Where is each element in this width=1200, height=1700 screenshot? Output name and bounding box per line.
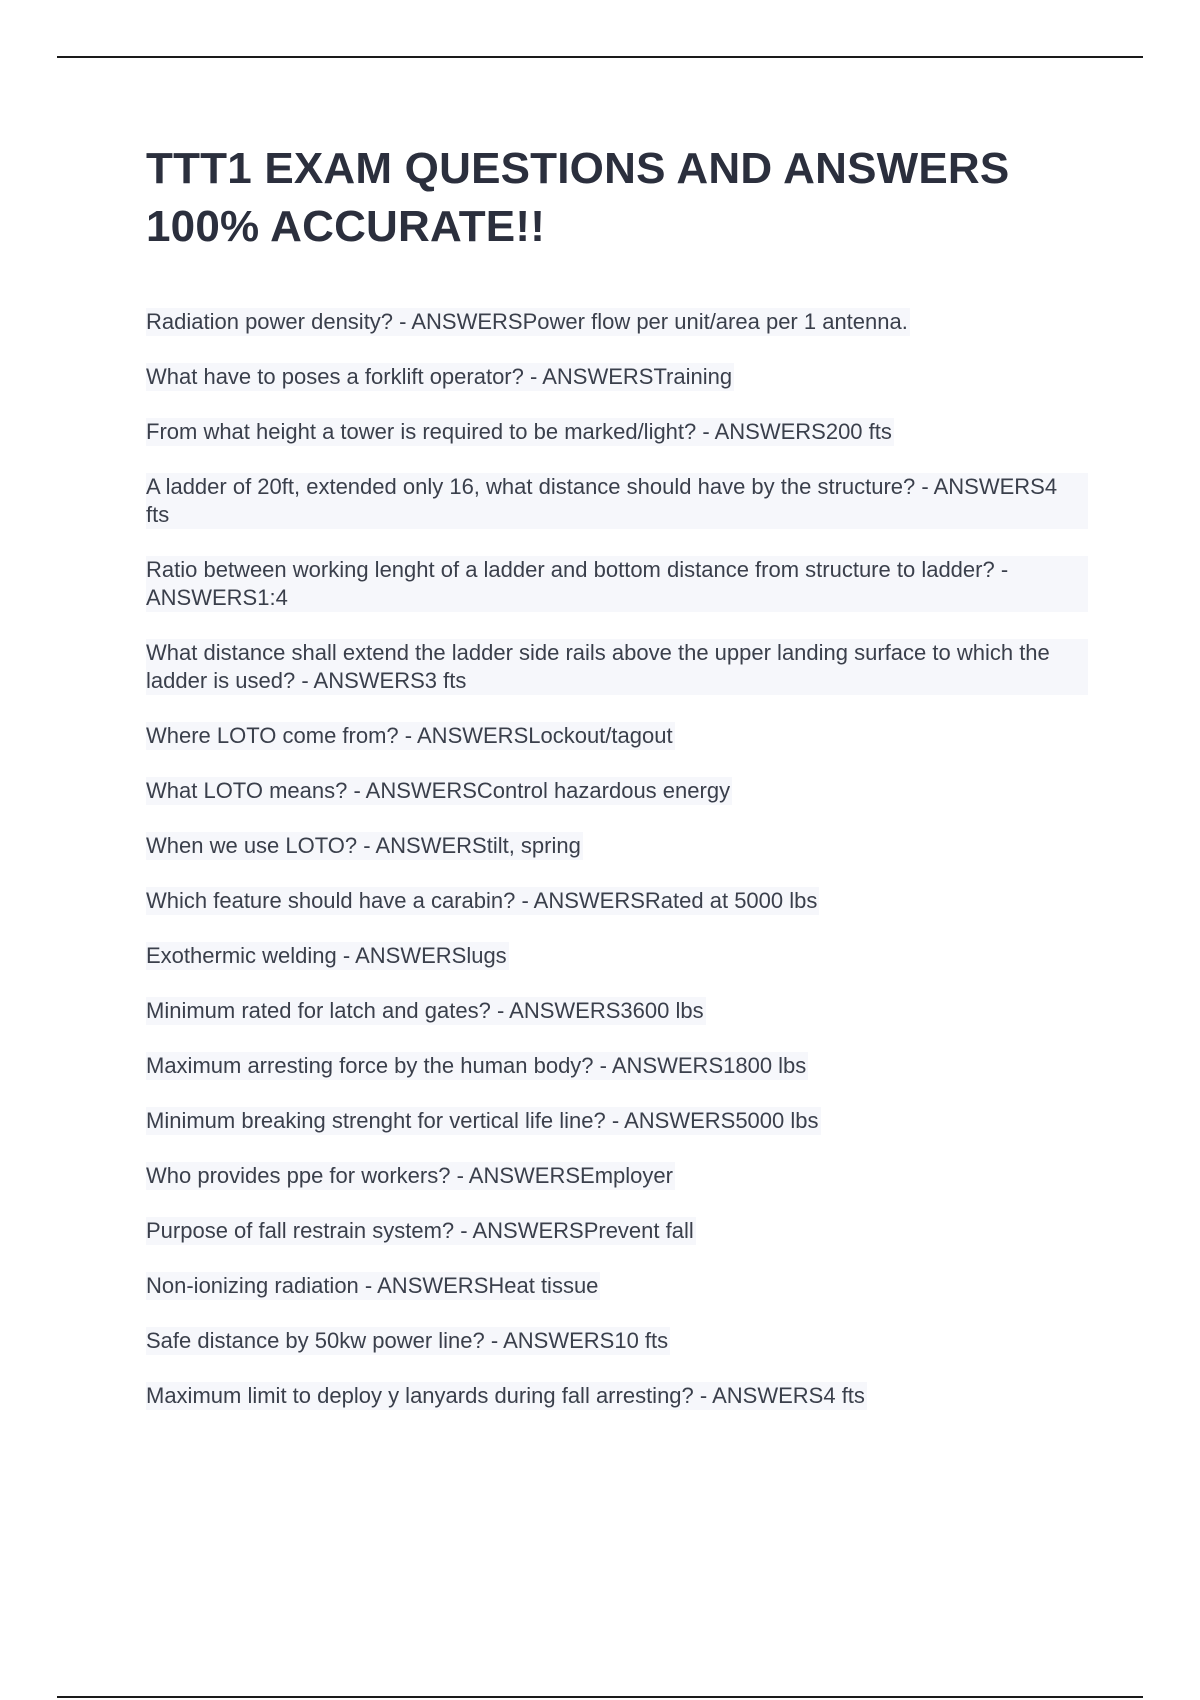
qa-list — [146, 308, 1096, 1437]
qa-item: Minimum rated for latch and gates? - ANSWERS3600 lbs — [146, 998, 704, 1023]
qa-item: Where LOTO come from? - ANSWERSLockout/tagout — [146, 723, 673, 748]
document-body — [146, 140, 1096, 1437]
qa-item: What have to poses a forklift operator? - ANSWERSTraining — [146, 364, 733, 389]
qa-item: From what height a tower is required to be marked/light? - ANSWERS200 fts — [146, 419, 892, 444]
top-rule — [57, 56, 1143, 58]
qa-item: Exothermic welding - ANSWERSlugs — [146, 943, 507, 968]
qa-item: Purpose of fall restrain system? - ANSWERSPrevent fall — [146, 1218, 694, 1243]
qa-item: What distance shall extend the ladder side rails above the upper landing surface to which the ladder is used? - ANSWERS3 fts — [146, 639, 1088, 695]
qa-item: Maximum limit to deploy y lanyards during fall arresting? - ANSWERS4 fts — [146, 1383, 865, 1408]
qa-item: Who provides ppe for workers? - ANSWERSEmployer — [146, 1163, 673, 1188]
bottom-rule — [57, 1696, 1143, 1698]
qa-item: Minimum breaking strenght for vertical life line? - ANSWERS5000 lbs — [146, 1108, 819, 1133]
qa-item: Maximum arresting force by the human body? - ANSWERS1800 lbs — [146, 1053, 807, 1078]
qa-item: A ladder of 20ft, extended only 16, what distance should have by the structure? - ANSWERS4 fts — [146, 473, 1088, 529]
qa-item: Safe distance by 50kw power line? - ANSWERS10 fts — [146, 1328, 669, 1353]
document-title: TTT1 EXAM QUESTIONS AND ANSWERS 100% ACCURATE!! — [146, 144, 1010, 251]
qa-item: When we use LOTO? - ANSWERStilt, spring — [146, 833, 581, 858]
qa-item: Non-ionizing radiation - ANSWERSHeat tissue — [146, 1273, 599, 1298]
qa-item: What LOTO means? - ANSWERSControl hazardous energy — [146, 778, 731, 803]
qa-item: Radiation power density? - ANSWERSPower flow per unit/area per 1 antenna. — [146, 309, 908, 334]
qa-item: Ratio between working lenght of a ladder and bottom distance from structure to ladder? - ANSWERS1:4 — [146, 556, 1088, 612]
qa-item: Which feature should have a carabin? - ANSWERSRated at 5000 lbs — [146, 888, 818, 913]
